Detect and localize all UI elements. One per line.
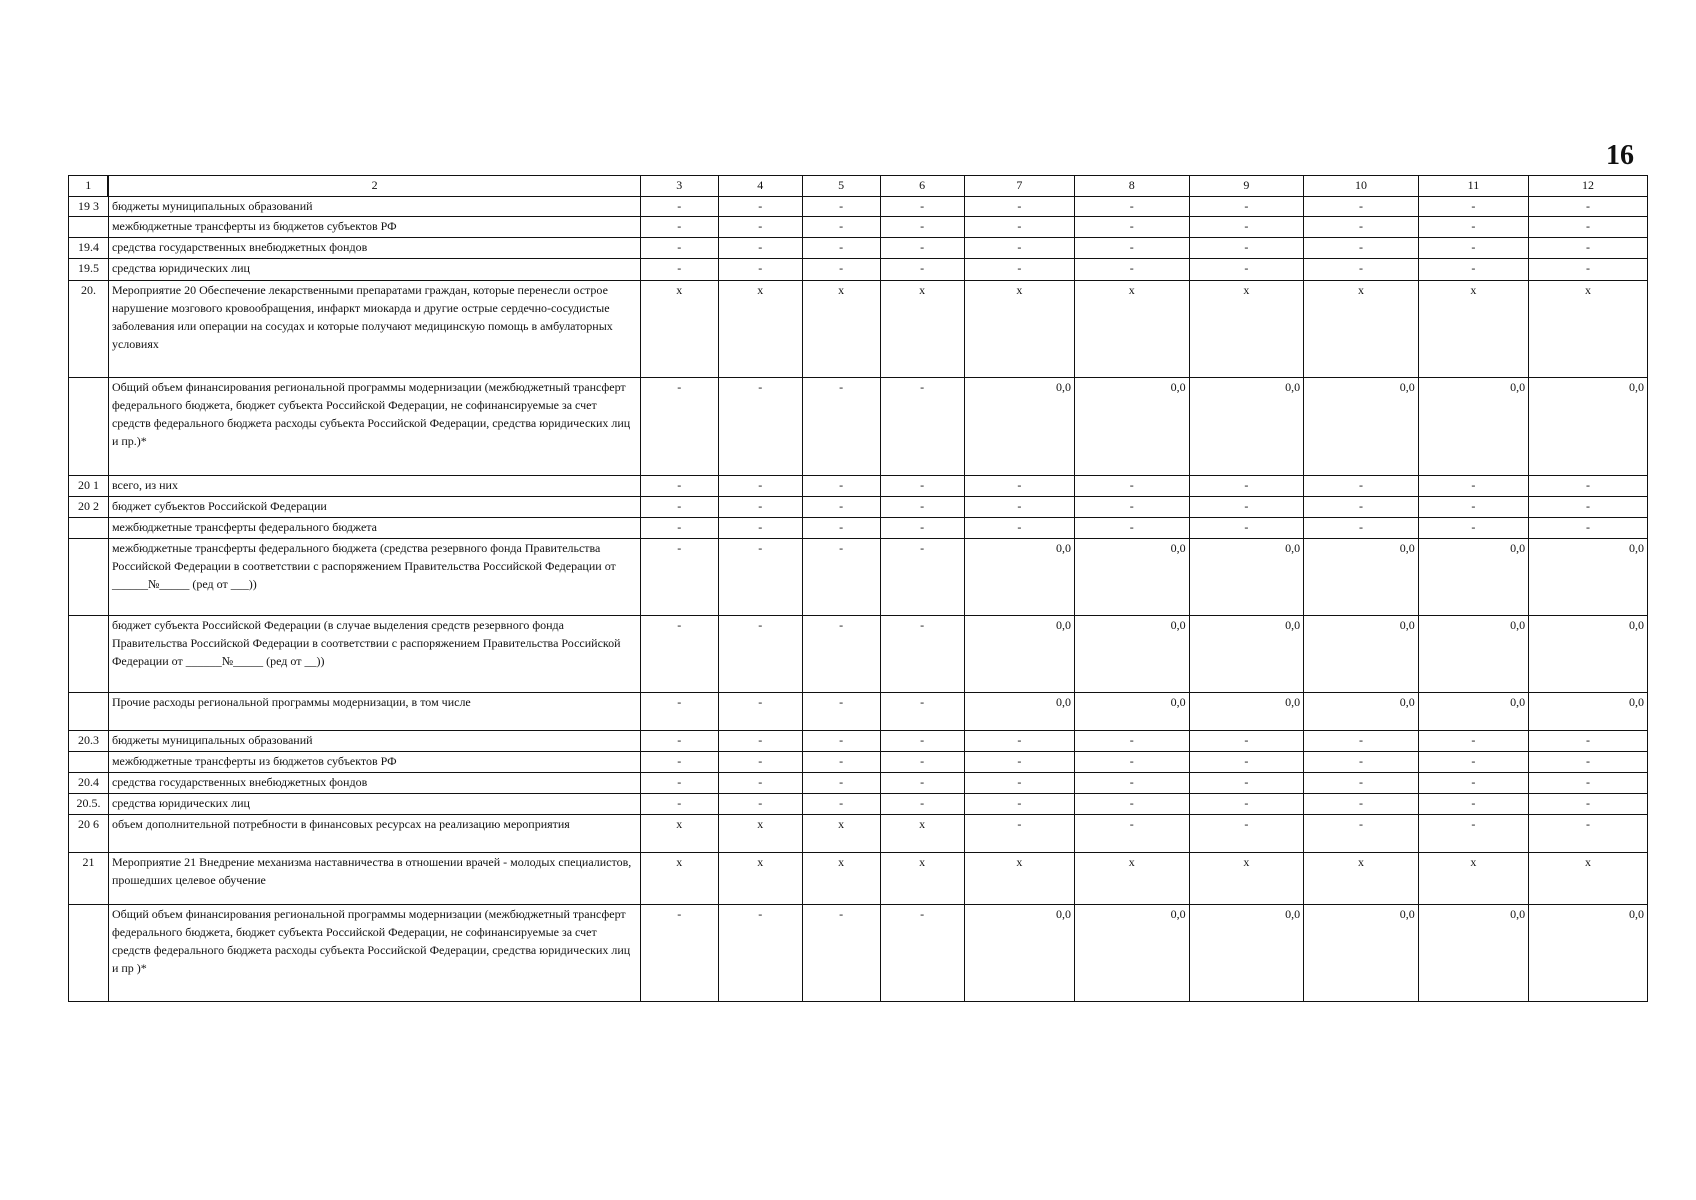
value-cell: - [802, 217, 880, 238]
value-cell: - [880, 378, 964, 476]
value-cell: x [802, 853, 880, 905]
value-cell: - [1418, 752, 1528, 773]
value-cell: - [1529, 752, 1648, 773]
column-header: 5 [802, 176, 880, 197]
value-cell: x [640, 281, 718, 378]
value-cell: - [718, 539, 802, 616]
value-cell: - [718, 731, 802, 752]
value-cell: - [1075, 497, 1190, 518]
column-header: 2 [108, 176, 640, 197]
value-cell: - [1189, 815, 1304, 853]
value-cell: - [1075, 773, 1190, 794]
value-cell: x [640, 853, 718, 905]
value-cell: - [1189, 518, 1304, 539]
value-cell: 0,0 [964, 693, 1074, 731]
table-row [69, 616, 1648, 693]
value-cell: - [964, 773, 1074, 794]
value-cell: - [880, 476, 964, 497]
value-cell: - [802, 238, 880, 259]
value-cell: - [640, 217, 718, 238]
value-cell: 0,0 [1304, 539, 1419, 616]
table-row [69, 773, 1648, 794]
value-cell: - [1304, 238, 1419, 259]
value-cell: - [718, 693, 802, 731]
value-cell: 0,0 [964, 378, 1074, 476]
value-cell: - [718, 773, 802, 794]
row-number: 21 [69, 853, 109, 905]
value-cell: - [880, 259, 964, 281]
table-row [69, 518, 1648, 539]
value-cell: x [1075, 281, 1190, 378]
row-number [69, 752, 109, 773]
value-cell: - [640, 378, 718, 476]
value-cell: - [1304, 815, 1419, 853]
value-cell: - [1418, 815, 1528, 853]
value-cell: x [802, 281, 880, 378]
value-cell: 0,0 [1304, 693, 1419, 731]
value-cell: - [1418, 794, 1528, 815]
value-cell: 0,0 [1418, 539, 1528, 616]
value-cell: - [802, 518, 880, 539]
value-cell: - [964, 238, 1074, 259]
row-description: межбюджетные трансферты федерального бюджета [108, 518, 640, 539]
value-cell: - [964, 197, 1074, 217]
value-cell: - [802, 259, 880, 281]
value-cell: - [1418, 476, 1528, 497]
value-cell: - [718, 518, 802, 539]
value-cell: - [802, 378, 880, 476]
value-cell: - [802, 497, 880, 518]
value-cell: - [640, 794, 718, 815]
value-cell: - [1304, 731, 1419, 752]
value-cell: 0,0 [1189, 539, 1304, 616]
row-number [69, 217, 109, 238]
value-cell: - [1075, 815, 1190, 853]
row-number [69, 378, 109, 476]
value-cell: x [880, 281, 964, 378]
table-row [69, 259, 1648, 281]
table-row [69, 905, 1648, 1002]
value-cell: - [1189, 794, 1304, 815]
value-cell: 0,0 [964, 616, 1074, 693]
table-row [69, 539, 1648, 616]
value-cell: - [802, 197, 880, 217]
value-cell: - [718, 259, 802, 281]
value-cell: - [802, 905, 880, 1002]
value-cell: - [640, 905, 718, 1002]
row-description: объем дополнительной потребности в финансовых ресурсах на реализацию мероприятия [108, 815, 640, 853]
column-header: 9 [1189, 176, 1304, 197]
value-cell: x [1304, 853, 1419, 905]
value-cell: - [1189, 238, 1304, 259]
value-cell: - [1304, 476, 1419, 497]
value-cell: x [1418, 281, 1528, 378]
column-header: 10 [1304, 176, 1419, 197]
value-cell: - [640, 693, 718, 731]
row-number: 20 2 [69, 497, 109, 518]
value-cell: - [640, 259, 718, 281]
funding-table [68, 175, 1648, 1002]
value-cell: 0,0 [1189, 693, 1304, 731]
value-cell: 0,0 [1189, 378, 1304, 476]
value-cell: - [1418, 731, 1528, 752]
value-cell: - [1189, 752, 1304, 773]
value-cell: - [718, 476, 802, 497]
value-cell: - [802, 693, 880, 731]
value-cell: - [718, 197, 802, 217]
table-row [69, 731, 1648, 752]
value-cell: - [964, 752, 1074, 773]
value-cell: - [718, 616, 802, 693]
row-number: 20. [69, 281, 109, 378]
value-cell: - [718, 794, 802, 815]
row-number: 20.4 [69, 773, 109, 794]
value-cell: - [1075, 197, 1190, 217]
value-cell: - [640, 539, 718, 616]
value-cell: - [880, 752, 964, 773]
value-cell: - [1189, 773, 1304, 794]
value-cell: 0,0 [1075, 378, 1190, 476]
value-cell: - [1075, 476, 1190, 497]
value-cell: - [964, 497, 1074, 518]
table-row [69, 238, 1648, 259]
value-cell: x [718, 853, 802, 905]
value-cell: x [1189, 853, 1304, 905]
value-cell: x [802, 815, 880, 853]
value-cell: - [640, 476, 718, 497]
row-description: средства государственных внебюджетных фондов [108, 773, 640, 794]
value-cell: - [1075, 217, 1190, 238]
value-cell: x [1304, 281, 1419, 378]
value-cell: - [1418, 197, 1528, 217]
row-description: Общий объем финансирования региональной программы модернизации (межбюджетный трансферт федерального бюджета, бюджет субъекта Российской Федерации, не софинансируемые за счет средств федерального бюджета расходы субъекта Российской Федерации, средства юридических лиц и пр.)* [108, 378, 640, 476]
value-cell: 0,0 [1529, 905, 1648, 1002]
value-cell: - [802, 794, 880, 815]
row-number: 20 1 [69, 476, 109, 497]
value-cell: - [802, 476, 880, 497]
value-cell: 0,0 [1529, 539, 1648, 616]
value-cell: - [964, 476, 1074, 497]
value-cell: - [1529, 476, 1648, 497]
value-cell: - [1304, 752, 1419, 773]
table-row [69, 794, 1648, 815]
value-cell: - [880, 616, 964, 693]
value-cell: x [880, 815, 964, 853]
value-cell: - [880, 238, 964, 259]
table-row [69, 217, 1648, 238]
column-header: 8 [1075, 176, 1190, 197]
value-cell: x [964, 853, 1074, 905]
value-cell: 0,0 [1075, 616, 1190, 693]
value-cell: - [802, 752, 880, 773]
value-cell: - [964, 794, 1074, 815]
value-cell: - [964, 259, 1074, 281]
value-cell: - [640, 497, 718, 518]
value-cell: - [1075, 752, 1190, 773]
value-cell: 0,0 [964, 905, 1074, 1002]
row-number: 19.4 [69, 238, 109, 259]
value-cell: x [718, 281, 802, 378]
value-cell: - [1304, 217, 1419, 238]
value-cell: 0,0 [1418, 693, 1528, 731]
value-cell: - [718, 238, 802, 259]
value-cell: 0,0 [1304, 905, 1419, 1002]
value-cell: - [1304, 197, 1419, 217]
value-cell: 0,0 [1304, 378, 1419, 476]
value-cell: - [880, 497, 964, 518]
value-cell: - [880, 217, 964, 238]
value-cell: 0,0 [1304, 616, 1419, 693]
column-header: 3 [640, 176, 718, 197]
row-description: средства юридических лиц [108, 794, 640, 815]
table-row [69, 197, 1648, 217]
column-header: 1 [69, 176, 109, 197]
page-number: 16 [1606, 140, 1634, 171]
table-row [69, 815, 1648, 853]
row-description: межбюджетные трансферты федерального бюджета (средства резервного фонда Правительства Российской Федерации в соответствии с распоряжением Правительства Российской Федерации от ______№_____ (ред от ___)) [108, 539, 640, 616]
table-row [69, 693, 1648, 731]
value-cell: - [1529, 259, 1648, 281]
value-cell: - [1075, 794, 1190, 815]
value-cell: - [640, 238, 718, 259]
value-cell: - [1529, 197, 1648, 217]
value-cell: 0,0 [1418, 378, 1528, 476]
value-cell: - [1075, 238, 1190, 259]
value-cell: - [1304, 259, 1419, 281]
value-cell: x [1075, 853, 1190, 905]
value-cell: x [1189, 281, 1304, 378]
column-header: 7 [964, 176, 1074, 197]
row-description: Мероприятие 21 Внедрение механизма наставничества в отношении врачей - молодых специалистов, прошедших целевое обучение [108, 853, 640, 905]
header-row [69, 176, 1648, 197]
table-row [69, 281, 1648, 378]
row-number: 19.5 [69, 259, 109, 281]
value-cell: - [718, 497, 802, 518]
value-cell: - [964, 815, 1074, 853]
value-cell: x [1529, 853, 1648, 905]
value-cell: - [1529, 773, 1648, 794]
value-cell: - [880, 539, 964, 616]
value-cell: - [718, 905, 802, 1002]
value-cell: - [1418, 238, 1528, 259]
value-cell: - [1529, 731, 1648, 752]
value-cell: - [640, 616, 718, 693]
table-row [69, 752, 1648, 773]
row-number [69, 518, 109, 539]
value-cell: - [1418, 259, 1528, 281]
value-cell: - [802, 616, 880, 693]
value-cell: - [640, 518, 718, 539]
row-number: 20.3 [69, 731, 109, 752]
value-cell: - [802, 773, 880, 794]
value-cell: 0,0 [1075, 539, 1190, 616]
value-cell: - [718, 752, 802, 773]
value-cell: - [1418, 217, 1528, 238]
value-cell: - [1529, 518, 1648, 539]
table-row [69, 853, 1648, 905]
value-cell: - [802, 539, 880, 616]
value-cell: - [1418, 773, 1528, 794]
value-cell: - [880, 773, 964, 794]
row-description: бюджеты муниципальных образований [108, 731, 640, 752]
value-cell: x [1529, 281, 1648, 378]
value-cell: - [880, 905, 964, 1002]
value-cell: - [1075, 259, 1190, 281]
value-cell: - [880, 693, 964, 731]
value-cell: - [880, 518, 964, 539]
value-cell: 0,0 [1418, 905, 1528, 1002]
value-cell: 0,0 [1529, 378, 1648, 476]
value-cell: - [1529, 497, 1648, 518]
value-cell: 0,0 [1529, 693, 1648, 731]
value-cell: x [718, 815, 802, 853]
value-cell: - [1189, 197, 1304, 217]
row-number [69, 616, 109, 693]
row-description: Прочие расходы региональной программы модернизации, в том числе [108, 693, 640, 731]
value-cell: 0,0 [1189, 616, 1304, 693]
value-cell: x [640, 815, 718, 853]
value-cell: 0,0 [1418, 616, 1528, 693]
column-header: 4 [718, 176, 802, 197]
value-cell: - [964, 731, 1074, 752]
value-cell: - [1189, 476, 1304, 497]
row-description: всего, из них [108, 476, 640, 497]
row-description: межбюджетные трансферты из бюджетов субъектов РФ [108, 752, 640, 773]
value-cell: x [964, 281, 1074, 378]
row-number [69, 693, 109, 731]
row-description: Мероприятие 20 Обеспечение лекарственными препаратами граждан, которые перенесли острое нарушение мозгового кровообращения, инфаркт миокарда и другие острые сердечно-сосудистые заболевания или операции на сосудах и которые получают медицинскую помощь в амбулаторных условиях [108, 281, 640, 378]
row-description: бюджеты муниципальных образований [108, 197, 640, 217]
value-cell: - [802, 731, 880, 752]
table-row [69, 497, 1648, 518]
value-cell: - [718, 378, 802, 476]
column-header: 12 [1529, 176, 1648, 197]
row-number: 19 3 [69, 197, 109, 217]
value-cell: - [1075, 731, 1190, 752]
value-cell: - [1189, 731, 1304, 752]
column-header: 6 [880, 176, 964, 197]
row-description: бюджет субъекта Российской Федерации (в случае выделения средств резервного фонда Правительства Российской Федерации в соответствии с распоряжением Правительства Российской Федерации от ______№_____ (ред от __)) [108, 616, 640, 693]
table-row [69, 378, 1648, 476]
value-cell: x [1418, 853, 1528, 905]
value-cell: - [640, 752, 718, 773]
value-cell: - [1304, 497, 1419, 518]
value-cell: - [880, 197, 964, 217]
value-cell: 0,0 [1529, 616, 1648, 693]
value-cell: 0,0 [1075, 905, 1190, 1002]
value-cell: - [640, 731, 718, 752]
row-number [69, 905, 109, 1002]
value-cell: - [1304, 773, 1419, 794]
value-cell: x [880, 853, 964, 905]
value-cell: - [964, 217, 1074, 238]
value-cell: - [1189, 259, 1304, 281]
value-cell: - [1529, 794, 1648, 815]
value-cell: 0,0 [1075, 693, 1190, 731]
value-cell: - [1189, 217, 1304, 238]
value-cell: - [1529, 217, 1648, 238]
value-cell: - [1418, 497, 1528, 518]
value-cell: 0,0 [964, 539, 1074, 616]
table-row [69, 476, 1648, 497]
value-cell: - [640, 773, 718, 794]
value-cell: - [640, 197, 718, 217]
row-description: межбюджетные трансферты из бюджетов субъектов РФ [108, 217, 640, 238]
row-description: Общий объем финансирования региональной программы модернизации (межбюджетный трансферт федерального бюджета, бюджет субъекта Российской Федерации, не софинансируемые за счет средств федерального бюджета расходы субъекта Российской Федерации, средства юридических лиц и пр )* [108, 905, 640, 1002]
row-number: 20 6 [69, 815, 109, 853]
value-cell: - [1529, 238, 1648, 259]
value-cell: - [718, 217, 802, 238]
row-description: средства юридических лиц [108, 259, 640, 281]
value-cell: - [1529, 815, 1648, 853]
value-cell: - [1418, 518, 1528, 539]
column-header: 11 [1418, 176, 1528, 197]
row-description: средства государственных внебюджетных фондов [108, 238, 640, 259]
value-cell: - [1304, 794, 1419, 815]
value-cell: - [880, 731, 964, 752]
value-cell: - [1075, 518, 1190, 539]
value-cell: 0,0 [1189, 905, 1304, 1002]
row-description: бюджет субъектов Российской Федерации [108, 497, 640, 518]
row-number: 20.5. [69, 794, 109, 815]
value-cell: - [1304, 518, 1419, 539]
value-cell: - [1189, 497, 1304, 518]
row-number [69, 539, 109, 616]
value-cell: - [880, 794, 964, 815]
value-cell: - [964, 518, 1074, 539]
